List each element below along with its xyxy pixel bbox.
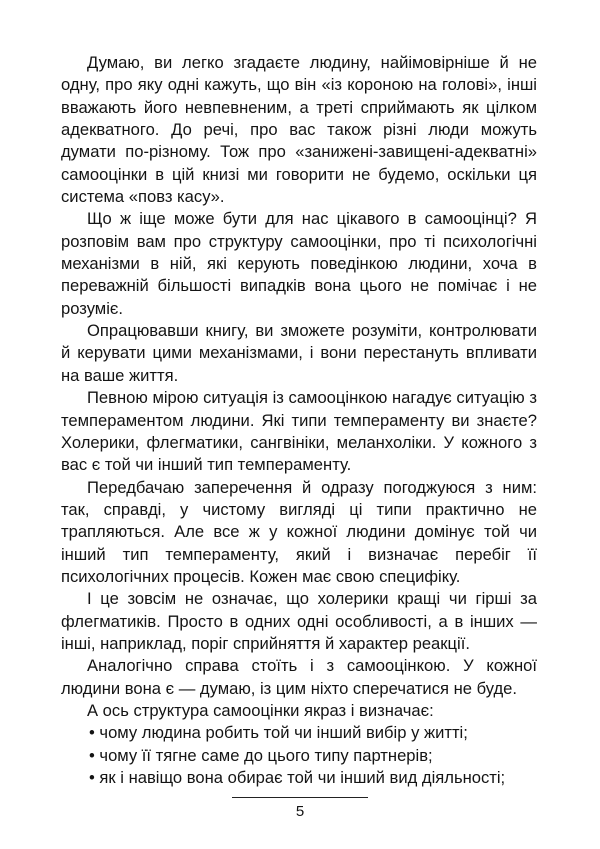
body-text — [61, 52, 537, 789]
footer-divider — [232, 797, 368, 798]
paragraph: Думаю, ви легко згадаєте людину, найімовірніше й не одну, про яку одні кажуть, що він «із короною на голові», інші вважають його невпевненим, а треті сприймають як цілком адекватного. До речі, про вас також різні люди можуть думати по-різному. Тож про «занижені-завищені-адекватні» самооцінки в цій книзі ми говорити не будемо, оскільки ця система «повз касу». — [61, 53, 537, 207]
paragraph: Аналогічно справа стоїть і з самооцінкою. У кожної людини вона є — думаю, із цим ніхто сперечатися не буде. — [61, 656, 537, 698]
page-number: 5 — [295, 803, 305, 820]
list-item: • чому її тягне саме до цього типу партнерів; — [89, 745, 433, 765]
paragraph: Опрацювавши книгу, ви зможете розуміти, контролювати й керувати цими механізмами, і вони перестануть впливати на ваше життя. — [61, 321, 537, 385]
paragraph: Передбачаю заперечення й одразу погоджуюся з ним: так, справді, у чистому вигляді ці типи практично не трапляються. Але все ж у кожної людини домінує той чи інший тип темпераменту, який і визначає перебіг її психологічних процесів. Кожен має свою специфіку. — [61, 477, 537, 586]
list-item: • як і навіщо вона обирає той чи інший вид діяльності; — [89, 768, 506, 787]
paragraph: І це зовсім не означає, що холерики кращі чи гірші за флегматиків. Просто в одних одні особливості, а в інших — інші, наприклад, поріг сприйняття й характер реакції. — [61, 589, 537, 653]
paragraph: А ось структура самооцінки якраз і визначає: — [87, 700, 434, 720]
paragraph: Певною мірою ситуація із самооцінкою нагадує ситуацію з темпераментом людини. Які типи темпераменту ви знаєте? Холерики, флегматики, сангвініки, меланхоліки. У кожного з вас є той чи інший тип темпераменту. — [61, 388, 537, 475]
list-item: • чому людина робить той чи інший вибір у житті; — [89, 723, 468, 743]
bullet-list — [61, 722, 537, 789]
paragraph: Що ж іще може бути для нас цікавого в самооцінці? Я розповім вам про структуру самооцінки, про ті психологічні механізми в ній, які керують поведінкою людини, хоча в переважній більшості випадків вона цього не помічає і не розуміє. — [61, 209, 537, 318]
